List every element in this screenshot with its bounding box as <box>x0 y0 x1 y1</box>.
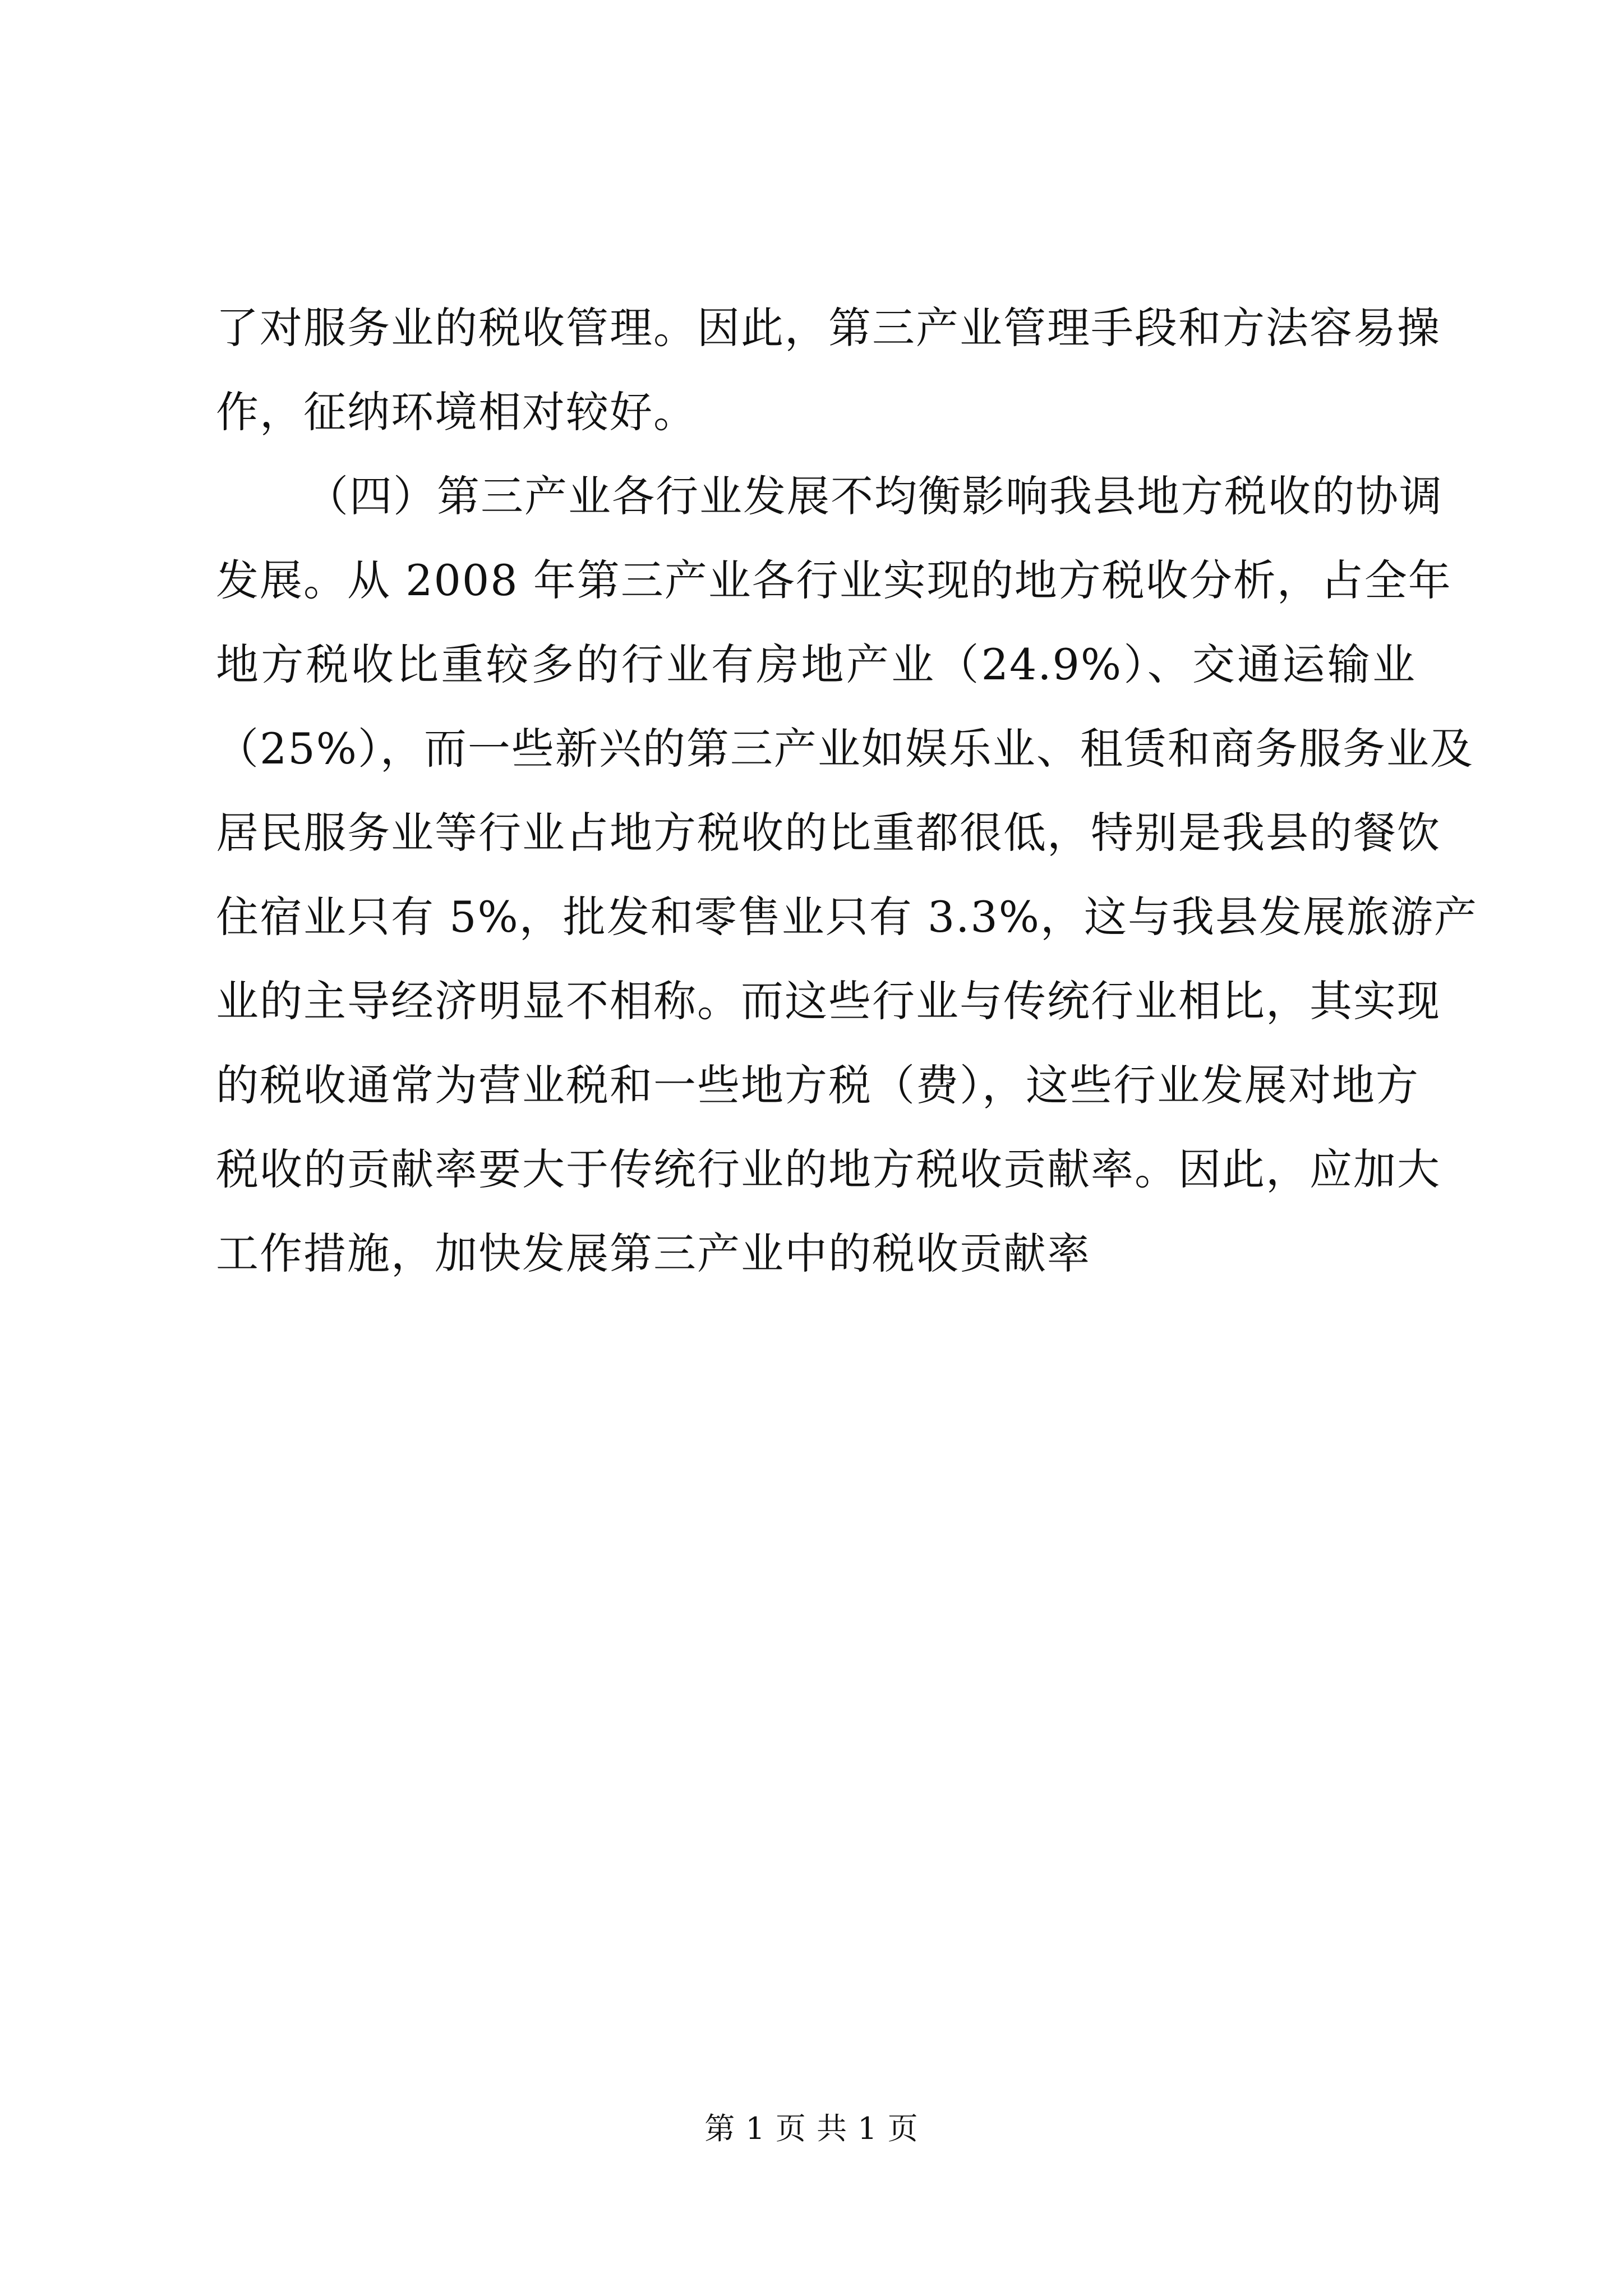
page-footer: 第 1 页 共 1 页 <box>704 2111 919 2146</box>
text-line: 住宿业只有 5%，批发和零售业只有 3.3%，这与我县发展旅游产 <box>216 892 1478 942</box>
text-line: 工作措施，加快发展第三产业中的税收贡献率 <box>216 1228 1091 1278</box>
text-line: （四）第三产业各行业发展不均衡影响我县地方税收的协调 <box>306 471 1443 521</box>
body-text <box>216 286 1478 1296</box>
text-line: 作，征纳环境相对较好。 <box>216 387 697 437</box>
text-line: 地方税收比重较多的行业有房地产业（24.9%）、交通运输业 <box>216 639 1416 689</box>
text-line: （25%），而一些新兴的第三产业如娱乐业、租赁和商务服务业及 <box>216 724 1474 774</box>
text-line: 了对服务业的税收管理。因此，第三产业管理手段和方法容易操 <box>216 303 1441 353</box>
text-line: 业的主导经济明显不相称。而这些行业与传统行业相比，其实现 <box>216 976 1441 1026</box>
text-line: 税收的贡献率要大于传统行业的地方税收贡献率。因此，应加大 <box>216 1144 1441 1194</box>
text-line: 居民服务业等行业占地方税收的比重都很低，特别是我县的餐饮 <box>216 808 1441 858</box>
text-line: 发展。从 2008 年第三产业各行业实现的地方税收分析，占全年 <box>216 555 1452 605</box>
text-line: 的税收通常为营业税和一些地方税（费），这些行业发展对地方 <box>216 1060 1419 1110</box>
